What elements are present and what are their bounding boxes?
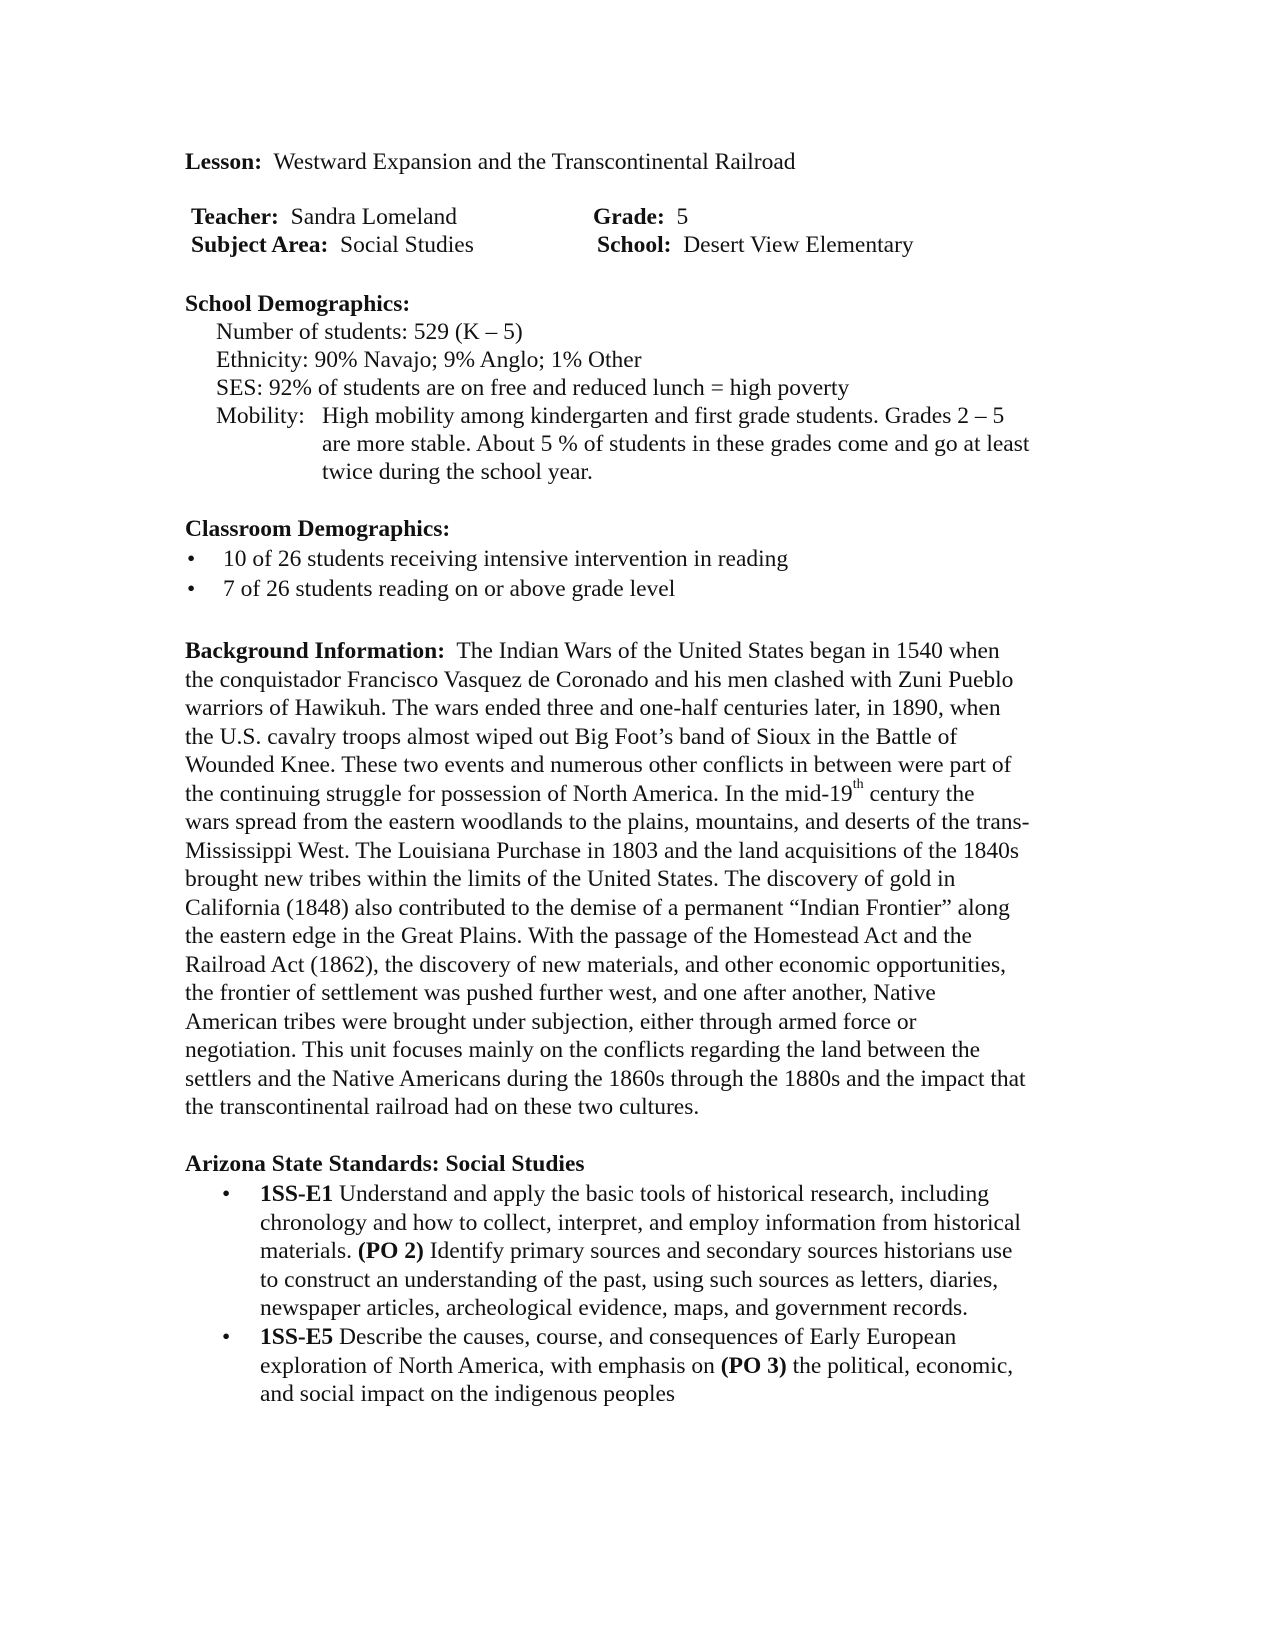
list-item-text: 7 of 26 students reading on or above grade level xyxy=(223,576,676,602)
school-label: School: xyxy=(597,232,672,258)
standard-text: materials. xyxy=(260,1238,358,1264)
standard-body xyxy=(260,1323,1100,1409)
demographics-students: Number of students: 529 (K – 5) xyxy=(216,319,523,345)
paragraph-line: wars spread from the eastern woodlands to the plains, mountains, and deserts of the trans- xyxy=(185,809,1030,835)
paragraph-line: Wounded Knee. These two events and numerous other conflicts in between were part of xyxy=(185,752,1012,778)
standard-text: Describe the causes, course, and consequences of Early European xyxy=(333,1324,957,1350)
bullet-icon: • xyxy=(222,1324,231,1350)
demographics-mobility-line: twice during the school year. xyxy=(322,459,593,485)
paragraph-line: Railroad Act (1862), the discovery of new materials, and other economic opportunities, xyxy=(185,951,1006,978)
standard-text: Understand and apply the basic tools of historical research, including xyxy=(333,1181,989,1207)
superscript: th xyxy=(852,776,864,792)
paragraph-text: the continuing struggle for possession of North America. In the mid-19 xyxy=(185,780,853,807)
lesson-title: Westward Expansion and the Transcontinental Railroad xyxy=(273,149,796,175)
standard-body xyxy=(260,1180,1100,1323)
paragraph-line: settlers and the Native Americans during the 1860s through the 1880s and the impact that xyxy=(185,1065,1026,1092)
subject-row xyxy=(191,231,474,259)
paragraph-line: brought new tribes within the limits of the United States. The discovery of gold in xyxy=(185,866,956,892)
paragraph-line: negotiation. This unit focuses mainly on the conflicts regarding the land between the xyxy=(185,1037,981,1063)
paragraph-line: American tribes were brought under subjection, either through armed force or xyxy=(185,1008,917,1035)
subject-label: Subject Area: xyxy=(191,232,329,258)
paragraph-line: the frontier of settlement was pushed further west, and one after another, Native xyxy=(185,980,936,1006)
standard-code: 1SS-E5 xyxy=(260,1324,334,1350)
paragraph-line: California (1848) also contributed to the demise of a permanent “Indian Frontier” along xyxy=(185,894,1010,921)
performance-objective: (PO 3) xyxy=(720,1352,787,1379)
standard-line xyxy=(260,1352,1100,1381)
demographics-ses: SES: 92% of students are on free and reduced lunch = high poverty xyxy=(216,375,850,401)
standard-text: Identify primary sources and secondary sources historians use xyxy=(423,1238,1013,1264)
demographics-mobility-line: are more stable. About 5 % of students in these grades come and go at least xyxy=(322,431,1030,457)
school-demographics-heading xyxy=(185,290,410,318)
paragraph-text: The Indian Wars of the United States began in 1540 when xyxy=(456,638,1000,664)
standard-line: newspaper articles, archeological evidence, maps, and government records. xyxy=(260,1295,968,1321)
paragraph-line xyxy=(185,637,1085,666)
standard-text: the political, economic, xyxy=(786,1352,1014,1379)
teacher-value: Sandra Lomeland xyxy=(290,204,458,230)
standard-line xyxy=(260,1237,1100,1266)
standard-line xyxy=(260,1323,1100,1352)
bullet-icon: • xyxy=(187,546,196,572)
bullet-icon: • xyxy=(222,1181,231,1207)
paragraph-line xyxy=(185,776,1085,809)
grade-row xyxy=(593,203,688,231)
teacher-row xyxy=(191,203,457,231)
list-item-text: 10 of 26 students receiving intensive intervention in reading xyxy=(223,546,789,572)
demographics-mobility-label: Mobility: xyxy=(216,403,305,429)
standard-text: exploration of North America, with emphasis on xyxy=(260,1352,721,1379)
standards-heading-text: Arizona State Standards: Social Studies xyxy=(185,1151,585,1177)
grade-value: 5 xyxy=(676,204,689,230)
subject-value: Social Studies xyxy=(340,232,474,258)
performance-objective: (PO 2) xyxy=(357,1238,424,1264)
bullet-icon: • xyxy=(187,576,196,602)
classroom-demographics-heading xyxy=(185,515,450,543)
standard-line: chronology and how to collect, interpret, and employ information from historical xyxy=(260,1209,1021,1236)
paragraph-text: century the xyxy=(863,780,975,807)
paragraph-line: the eastern edge in the Great Plains. With the passage of the Homestead Act and the xyxy=(185,923,972,949)
standard-code: 1SS-E1 xyxy=(260,1181,334,1207)
demographics-ethnicity: Ethnicity: 90% Navajo; 9% Anglo; 1% Other xyxy=(216,347,642,373)
paragraph-line: the U.S. cavalry troops almost wiped out Big Foot’s band of Sioux in the Battle of xyxy=(185,723,958,750)
teacher-label: Teacher: xyxy=(191,204,279,230)
classroom-demographics-heading-text: Classroom Demographics: xyxy=(185,516,451,542)
lesson-meta xyxy=(185,203,1085,263)
paragraph-line: the transcontinental railroad had on these two cultures. xyxy=(185,1094,700,1120)
paragraph-line: Mississippi West. The Louisiana Purchase in 1803 and the land acquisitions of the 1840s xyxy=(185,837,1020,864)
paragraph-line: the conquistador Francisco Vasquez de Coronado and his men clashed with Zuni Pueblo xyxy=(185,666,1014,693)
background-label: Background Information: xyxy=(185,638,446,664)
standard-line: and social impact on the indigenous peoples xyxy=(260,1381,676,1407)
lesson-line xyxy=(185,148,796,176)
school-row xyxy=(597,231,914,259)
standard-line: to construct an understanding of the past, using such sources as letters, diaries, xyxy=(260,1266,999,1293)
lesson-label: Lesson: xyxy=(185,149,263,175)
demographics-mobility-line: High mobility among kindergarten and first grade students. Grades 2 – 5 xyxy=(322,403,1005,429)
grade-label: Grade: xyxy=(593,204,665,230)
school-demographics-heading-text: School Demographics: xyxy=(185,291,411,317)
background-information xyxy=(185,637,1085,1122)
standard-line xyxy=(260,1180,1100,1209)
standards-heading xyxy=(185,1150,585,1178)
paragraph-line: warriors of Hawikuh. The wars ended three and one-half centuries later, in 1890, when xyxy=(185,695,1001,721)
school-value: Desert View Elementary xyxy=(683,232,914,258)
